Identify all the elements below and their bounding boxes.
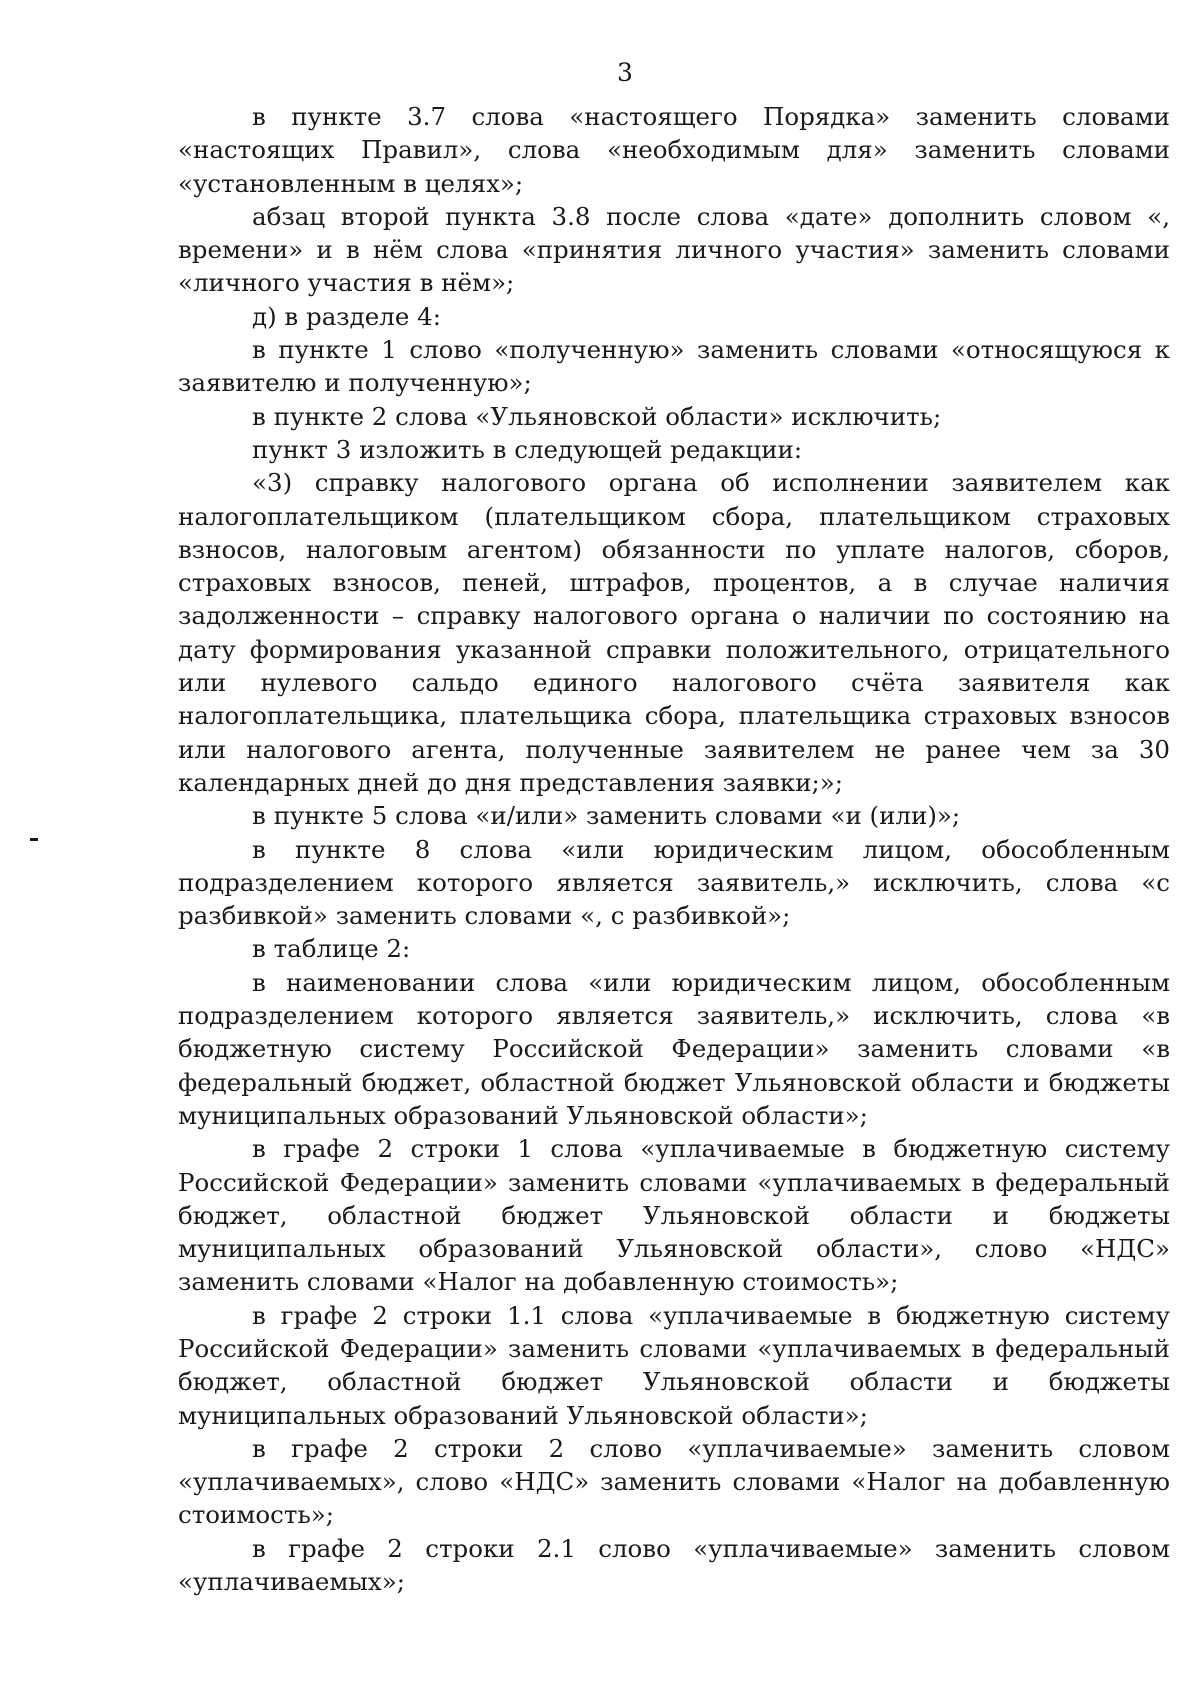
document-body bbox=[178, 100, 1170, 1598]
paragraph: в пункте 2 слова «Ульяновской области» исключить; bbox=[252, 401, 942, 431]
margin-mark bbox=[30, 838, 38, 841]
paragraph: д) в разделе 4: bbox=[252, 301, 441, 331]
paragraph: абзац второй пункта 3.8 после слова «дате» дополнить словом «, времени» и в нём слова «принятия личного участия» заменить словами «личного участия в нём»; bbox=[178, 201, 1170, 298]
paragraph: в пункте 3.7 слова «настоящего Порядка» заменить словами «настоящих Правил», слова «необходимым для» заменить словами «установленным в целях»; bbox=[178, 102, 1170, 198]
paragraph: пункт 3 изложить в следующей редакции: bbox=[252, 434, 803, 464]
paragraph: в графе 2 строки 2 слово «уплачиваемые» заменить словом «уплачиваемых», слово «НДС» заменить словами «Налог на добавленную стоимость»; bbox=[178, 1433, 1170, 1530]
paragraph: в пункте 5 слова «и/или» заменить словами «и (или)»; bbox=[252, 801, 961, 831]
paragraph: в графе 2 строки 2.1 слово «уплачиваемые» заменить словом «уплачиваемых»; bbox=[178, 1533, 1170, 1597]
paragraph: в таблице 2: bbox=[252, 934, 411, 964]
paragraph: в пункте 1 слово «полученную» заменить словами «относящуюся к заявителю и полученную»; bbox=[178, 335, 1170, 398]
paragraph: в пункте 8 слова «или юридическим лицом, обособленным подразделением которого является заявитель,» исключить, слова «с разбивкой» заменить словами «, с разбивкой»; bbox=[178, 834, 1170, 931]
paragraph: в графе 2 строки 1.1 слова «уплачиваемые в бюджетную систему Российской Федерации» заменить словами «уплачиваемых в федеральный бюджет, областной бюджет Ульяновской области и бюджеты муниципальных образований Ульяновской области»; bbox=[178, 1300, 1170, 1430]
paragraph: в наименовании слова «или юридическим лицом, обособленным подразделением которого является заявитель,» исключить, слова «в бюджетную систему Российской Федерации» заменить словами «в федеральный бюджет, областной бюджет Ульяновской области и бюджеты муниципальных образований Ульяновской области»; bbox=[178, 967, 1170, 1130]
page-number: 3 bbox=[617, 58, 633, 87]
paragraph: «3) справку налогового органа об исполнении заявителем как налогоплательщиком (плательщиком сбора, плательщиком страховых взносов, налоговым агентом) обязанности по уплате налогов, сборов, страховых взносов, пеней, штрафов, процентов, а в случае наличия задолженности – справку налогового органа о наличии по состоянию на дату формирования указанной справки положительного, отрицательного или нулевого сальдо единого налогового счёта заявителя как налогоплательщика, плательщика сбора, плательщика страховых взносов или налогового агента, полученные заявителем не ранее чем за 30 календарных дней до дня представления заявки;»; bbox=[178, 468, 1170, 797]
paragraph: в графе 2 строки 1 слова «уплачиваемые в бюджетную систему Российской Федерации» заменить словами «уплачиваемых в федеральный бюджет, областной бюджет Ульяновской области и бюджеты муниципальных образований Ульяновской области», слово «НДС» заменить словами «Налог на добавленную стоимость»; bbox=[178, 1134, 1170, 1297]
